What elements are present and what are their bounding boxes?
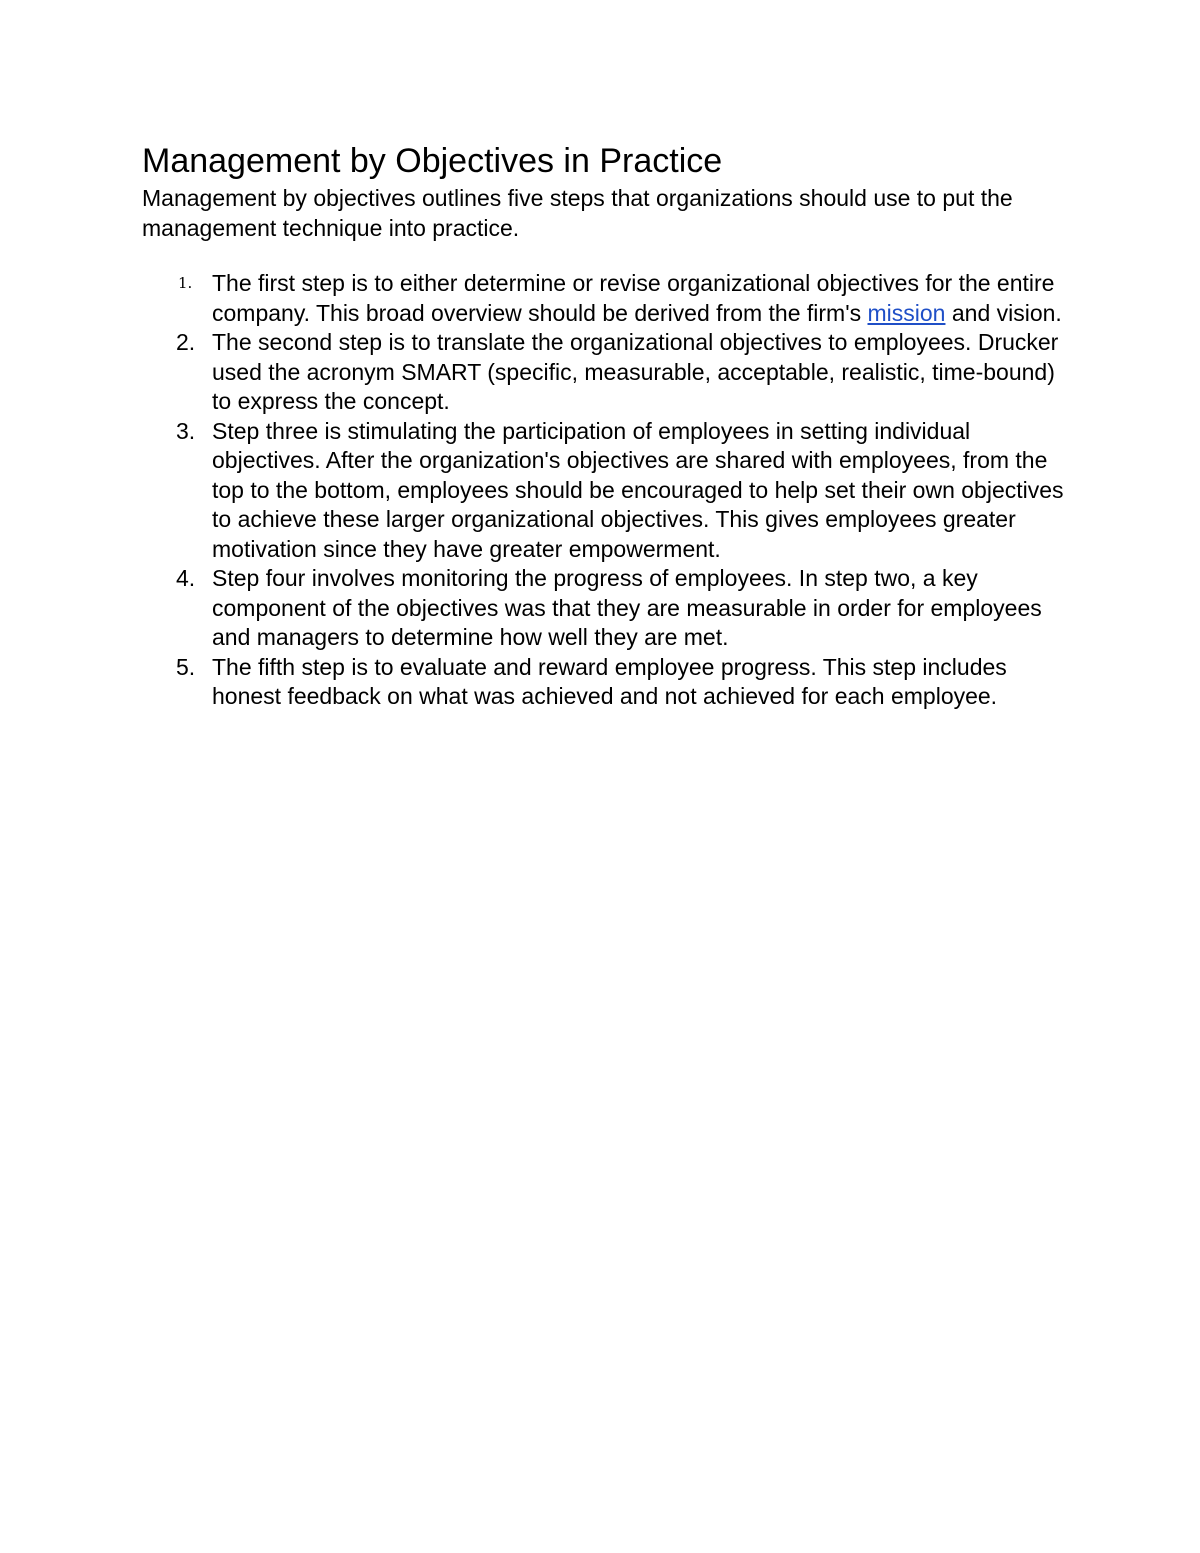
step-number: 5. <box>176 653 196 680</box>
step-number: 3. <box>176 417 196 444</box>
list-item-step-3 <box>142 417 1072 565</box>
step-4-text: Step four involves monitoring the progress of employees. In step two, a key component of the objectives was that they are measurable in order for employees and managers to determine how well they are met. <box>212 565 1042 650</box>
mission-link[interactable]: mission <box>867 299 946 326</box>
list-item-step-5 <box>142 653 1072 712</box>
step-1-text-end: and vision. <box>945 299 1062 326</box>
step-1-text-start: The first step is to either determine or revise organizational objectives for the entire company. This broad overview should be derived from the firm's <box>212 270 1055 326</box>
step-number: 4. <box>176 565 196 591</box>
list-item-step-2 <box>142 328 1072 417</box>
step-number: 2. <box>176 329 196 355</box>
list-item-step-1 <box>142 269 1072 328</box>
step-5-text: The fifth step is to evaluate and reward employee progress. This step includes honest feedback on what was achieved and not achieved for each employee. <box>212 653 1007 709</box>
document-content <box>142 140 1072 712</box>
step-2-text: The second step is to translate the organizational objectives to employees. Drucker used the acronym SMART (specific, measurable, acceptable, realistic, time-bound) to express the concept. <box>212 329 1059 414</box>
list-item-step-4 <box>142 564 1072 653</box>
step-3-text: Step three is stimulating the participation of employees in setting individual objectives. After the organization's objectives are shared with employees, from the top to the bottom, employees should be encouraged to help set their own objectives to achieve these larger organizational objectives. This gives employees greater motivation since they have greater empowerment. <box>212 417 1064 562</box>
intro-paragraph: Management by objectives outlines five steps that organizations should use to put the management technique into practice. <box>142 185 1013 241</box>
document-title: Management by Objectives in Practice <box>142 142 723 180</box>
step-number: 1. <box>178 274 193 292</box>
steps-list <box>142 269 1072 712</box>
